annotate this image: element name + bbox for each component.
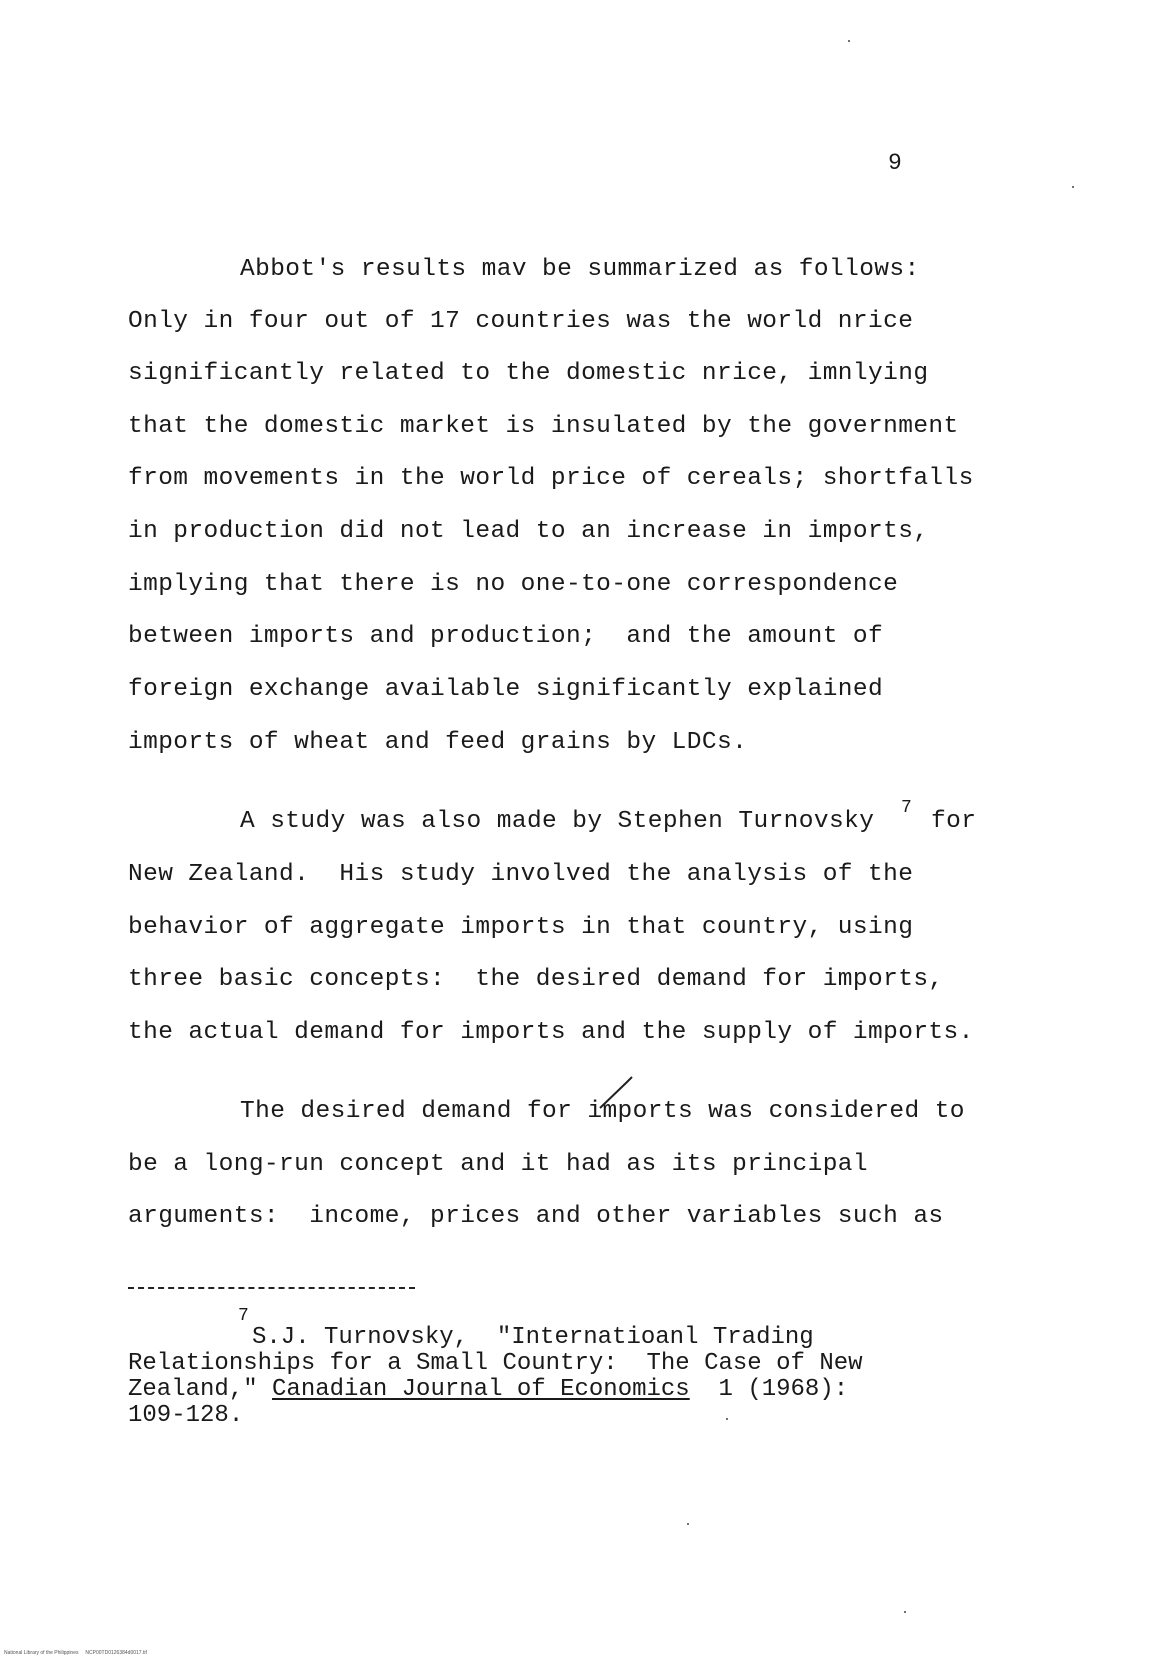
footnote-line: S.J. Turnovsky, "Internatioanl Trading — [252, 1324, 814, 1351]
footnote-text: Zealand," — [128, 1376, 273, 1403]
footnote-reference: 7 — [901, 798, 912, 818]
paragraph-line: between imports and production; and the amount of — [128, 623, 884, 650]
paragraph-line: that the domestic market is insulated by the government — [128, 413, 959, 440]
footnote-line: 109-128. — [128, 1402, 244, 1429]
paragraph-line: from movements in the world price of cereals; shortfalls — [128, 465, 974, 492]
paragraph-line-tail: for — [931, 808, 977, 835]
footnote-line — [128, 1376, 848, 1403]
scan-speck — [1072, 186, 1074, 188]
paragraph-line: the actual demand for imports and the supply of imports. — [128, 1019, 974, 1046]
paragraph-line: be a long-run concept and it had as its principal — [128, 1151, 869, 1178]
scan-footer: National Library of the Philippines NCP00TD0126384d0017.tif — [4, 1650, 147, 1656]
paragraph-line: behavior of aggregate imports in that country, using — [128, 914, 914, 941]
scan-speck — [726, 1418, 728, 1420]
paragraph-line: A study was also made by Stephen Turnovsky — [240, 808, 875, 835]
journal-title: Canadian Journal of Economics — [272, 1376, 690, 1403]
paragraph-line: foreign exchange available significantly explained — [128, 676, 884, 703]
paragraph-line: The desired demand for imports was considered to — [240, 1098, 965, 1125]
paragraph-line: arguments: income, prices and other variables such as — [128, 1203, 944, 1230]
paragraph-line: imports of wheat and feed grains by LDCs. — [128, 729, 748, 756]
page-number: 9 — [888, 150, 902, 176]
paragraph-line: implying that there is no one-to-one correspondence — [128, 571, 899, 598]
paragraph-line: in production did not lead to an increase in imports, — [128, 518, 929, 545]
scan-speck — [848, 40, 850, 42]
scan-speck — [904, 1611, 906, 1613]
paragraph-line: Abbot's results mav be summarized as follows: — [240, 256, 920, 283]
pen-mark — [596, 1075, 636, 1111]
paragraph-line: significantly related to the domestic nrice, imnlying — [128, 360, 929, 387]
footnote-separator — [128, 1287, 415, 1289]
scan-speck — [687, 1523, 689, 1525]
paragraph-line: Only in four out of 17 countries was the world nrice — [128, 308, 914, 335]
paragraph-line: three basic concepts: the desired demand for imports, — [128, 966, 944, 993]
footnote-text: 1 (1968): — [689, 1376, 849, 1403]
footnote-line: Relationships for a Small Country: The Case of New — [128, 1350, 863, 1377]
paragraph-line: New Zealand. His study involved the analysis of the — [128, 861, 914, 888]
footnote-marker: 7 — [238, 1306, 249, 1326]
